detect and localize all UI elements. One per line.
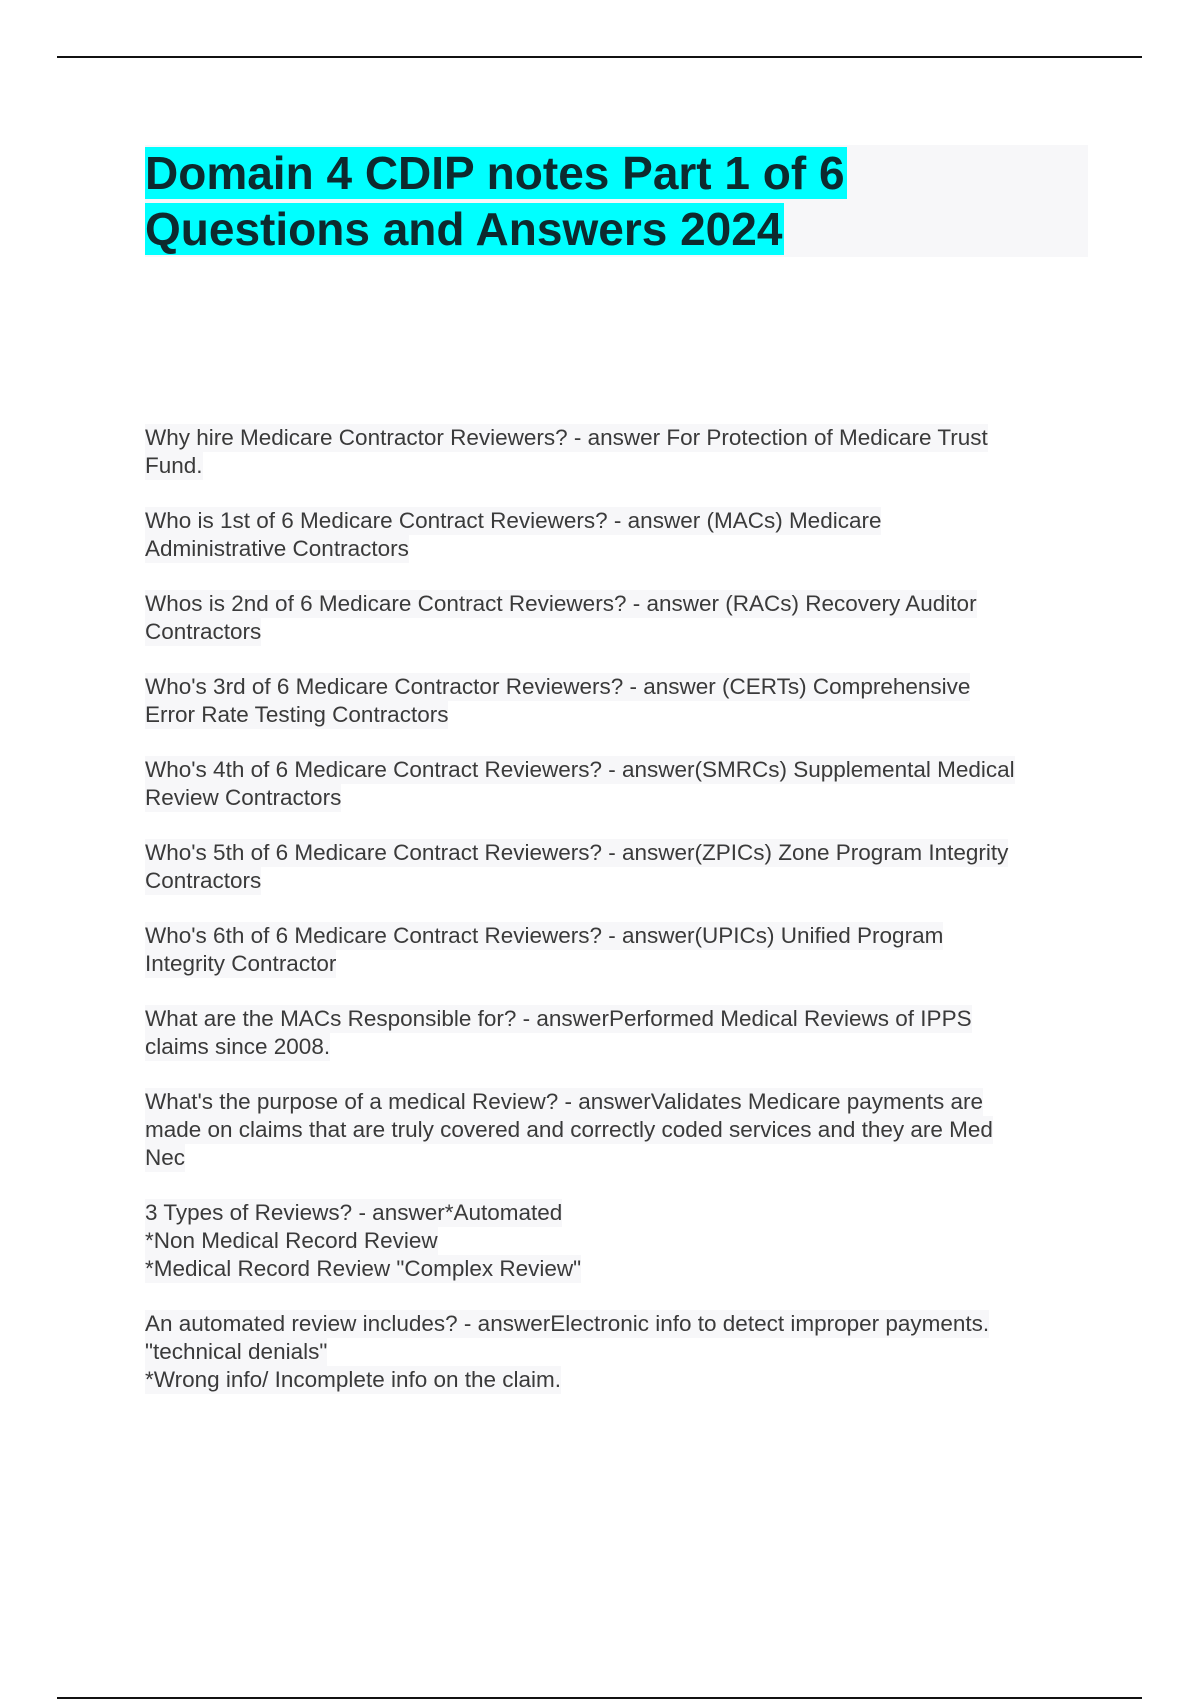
qa-line: Who is 1st of 6 Medicare Contract Reviewers? - answer (MACs) Medicare xyxy=(145,508,882,533)
qa-line: Contractors xyxy=(145,619,262,644)
qa-line: What are the MACs Responsible for? - answerPerformed Medical Reviews of IPPS xyxy=(145,1006,972,1031)
qa-line: Contractors xyxy=(145,868,262,893)
qa-line: Who's 4th of 6 Medicare Contract Reviewers? - answer(SMRCs) Supplemental Medical xyxy=(145,757,1015,782)
qa-line: claims since 2008. xyxy=(145,1034,331,1059)
title-line: Domain 4 CDIP notes Part 1 of 6 xyxy=(145,147,845,199)
qa-line: Error Rate Testing Contractors xyxy=(145,702,449,727)
qa-item xyxy=(145,673,1090,729)
qa-item xyxy=(145,1199,1090,1283)
qa-item xyxy=(145,1088,1090,1172)
top-rule xyxy=(57,56,1142,58)
qa-item xyxy=(145,1005,1090,1061)
qa-line: Administrative Contractors xyxy=(145,536,409,561)
qa-line: Who's 5th of 6 Medicare Contract Reviewers? - answer(ZPICs) Zone Program Integrity xyxy=(145,840,1009,865)
qa-item xyxy=(145,922,1090,978)
qa-line: Why hire Medicare Contractor Reviewers? - answer For Protection of Medicare Trust xyxy=(145,425,988,450)
qa-line: made on claims that are truly covered and correctly coded services and they are Med xyxy=(145,1117,993,1142)
qa-item xyxy=(145,424,1090,480)
qa-item xyxy=(145,839,1090,895)
title-block xyxy=(145,145,1088,257)
qa-line: "technical denials" xyxy=(145,1339,328,1364)
document-title xyxy=(145,145,1088,257)
qa-item xyxy=(145,507,1090,563)
qa-line: An automated review includes? - answerElectronic info to detect improper payments. xyxy=(145,1311,990,1336)
title-line: Questions and Answers 2024 xyxy=(145,203,783,255)
qa-line: 3 Types of Reviews? - answer*Automated xyxy=(145,1200,563,1225)
qa-line: *Wrong info/ Incomplete info on the claim. xyxy=(145,1367,562,1392)
qa-line: *Non Medical Record Review xyxy=(145,1228,438,1253)
qa-line: Review Contractors xyxy=(145,785,342,810)
qa-item xyxy=(145,756,1090,812)
qa-item xyxy=(145,590,1090,646)
qa-line: Whos is 2nd of 6 Medicare Contract Reviewers? - answer (RACs) Recovery Auditor xyxy=(145,591,977,616)
qa-list xyxy=(145,424,1090,1421)
qa-line: Who's 3rd of 6 Medicare Contractor Reviewers? - answer (CERTs) Comprehensive xyxy=(145,674,971,699)
qa-line: *Medical Record Review "Complex Review" xyxy=(145,1256,582,1281)
qa-line: Integrity Contractor xyxy=(145,951,337,976)
bottom-rule xyxy=(57,1697,1142,1699)
qa-line: Who's 6th of 6 Medicare Contract Reviewers? - answer(UPICs) Unified Program xyxy=(145,923,944,948)
qa-item xyxy=(145,1310,1090,1394)
qa-line: Fund. xyxy=(145,453,203,478)
qa-line: Nec xyxy=(145,1145,186,1170)
qa-line: What's the purpose of a medical Review? - answerValidates Medicare payments are xyxy=(145,1089,984,1114)
